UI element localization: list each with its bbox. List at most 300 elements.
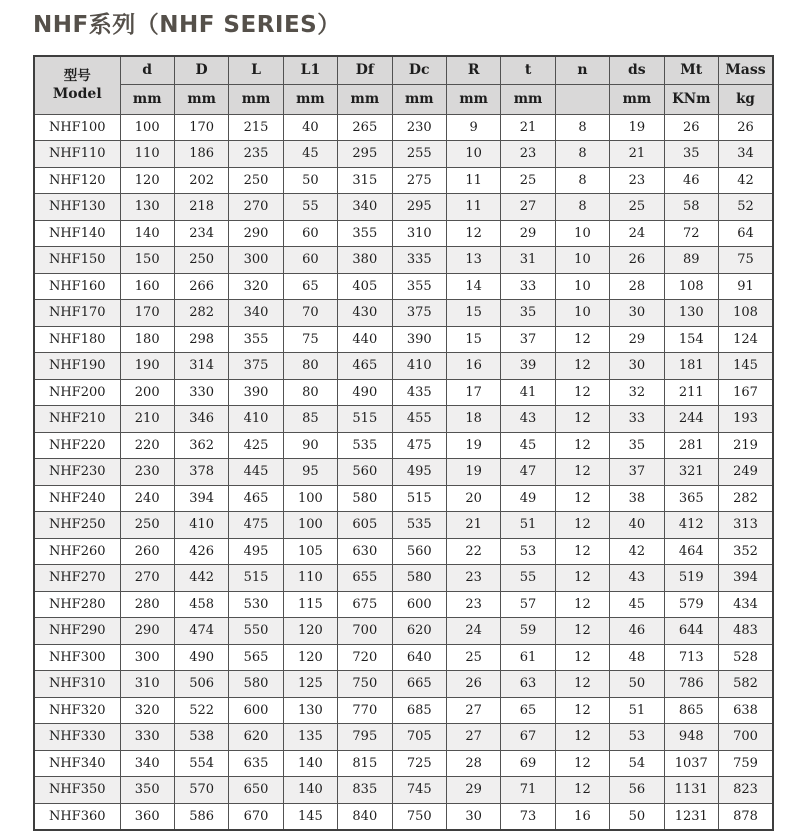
value-cell-mass: 394	[718, 565, 773, 592]
value-cell-mass: 52	[718, 194, 773, 221]
value-cell-mass: 638	[718, 697, 773, 724]
value-cell-t: 63	[501, 671, 555, 698]
value-cell-df: 815	[338, 750, 392, 777]
value-cell-l1: 120	[283, 618, 337, 645]
value-cell-r: 27	[446, 724, 500, 751]
unit-header-l: mm	[229, 84, 283, 114]
table-row	[34, 697, 773, 724]
value-cell-ds: 38	[610, 485, 664, 512]
value-cell-t: 73	[501, 803, 555, 830]
model-cell: NHF310	[34, 671, 120, 698]
col-header-l: L	[229, 56, 283, 84]
col-header-mt: Mt	[664, 56, 718, 84]
value-cell-mass: 193	[718, 406, 773, 433]
value-cell-l: 390	[229, 379, 283, 406]
value-cell-l: 320	[229, 273, 283, 300]
spec-table	[33, 55, 774, 831]
value-cell-l1: 80	[283, 379, 337, 406]
value-cell-ds: 25	[610, 194, 664, 221]
value-cell-dc: 750	[392, 803, 446, 830]
value-cell-dc: 535	[392, 512, 446, 539]
value-cell-l1: 140	[283, 777, 337, 804]
value-cell-ds: 28	[610, 273, 664, 300]
value-cell-r: 13	[446, 247, 500, 274]
col-header-l1: L1	[283, 56, 337, 84]
value-cell-dc: 390	[392, 326, 446, 353]
value-cell-l: 600	[229, 697, 283, 724]
value-cell-d: 170	[174, 114, 228, 141]
value-cell-d: 220	[120, 432, 174, 459]
value-cell-r: 24	[446, 618, 500, 645]
value-cell-ds: 45	[610, 591, 664, 618]
value-cell-mass: 124	[718, 326, 773, 353]
value-cell-ds: 33	[610, 406, 664, 433]
value-cell-l: 250	[229, 167, 283, 194]
value-cell-l1: 125	[283, 671, 337, 698]
value-cell-d: 110	[120, 141, 174, 168]
table-row	[34, 724, 773, 751]
value-cell-d: 340	[120, 750, 174, 777]
value-cell-r: 11	[446, 194, 500, 221]
value-cell-d: 378	[174, 459, 228, 486]
value-cell-d: 234	[174, 220, 228, 247]
value-cell-l: 410	[229, 406, 283, 433]
value-cell-l: 375	[229, 353, 283, 380]
value-cell-d: 170	[120, 300, 174, 327]
value-cell-d: 250	[120, 512, 174, 539]
value-cell-mt: 644	[664, 618, 718, 645]
value-cell-l1: 60	[283, 247, 337, 274]
value-cell-df: 315	[338, 167, 392, 194]
value-cell-n: 12	[555, 697, 609, 724]
value-cell-ds: 30	[610, 353, 664, 380]
value-cell-r: 20	[446, 485, 500, 512]
value-cell-dc: 410	[392, 353, 446, 380]
value-cell-t: 57	[501, 591, 555, 618]
model-header-en: Model	[52, 85, 102, 102]
value-cell-mt: 181	[664, 353, 718, 380]
value-cell-dc: 275	[392, 167, 446, 194]
value-cell-l1: 65	[283, 273, 337, 300]
value-cell-d: 330	[174, 379, 228, 406]
value-cell-dc: 640	[392, 644, 446, 671]
model-cell: NHF340	[34, 750, 120, 777]
value-cell-mass: 878	[718, 803, 773, 830]
value-cell-df: 795	[338, 724, 392, 751]
table-row	[34, 803, 773, 830]
value-cell-mass: 282	[718, 485, 773, 512]
value-cell-dc: 665	[392, 671, 446, 698]
table-row	[34, 538, 773, 565]
value-cell-l: 300	[229, 247, 283, 274]
value-cell-n: 12	[555, 618, 609, 645]
value-cell-l1: 75	[283, 326, 337, 353]
value-cell-n: 8	[555, 167, 609, 194]
value-cell-t: 41	[501, 379, 555, 406]
value-cell-mass: 64	[718, 220, 773, 247]
value-cell-d: 266	[174, 273, 228, 300]
value-cell-df: 700	[338, 618, 392, 645]
value-cell-n: 12	[555, 406, 609, 433]
unit-header-t: mm	[501, 84, 555, 114]
value-cell-d: 570	[174, 777, 228, 804]
value-cell-d: 506	[174, 671, 228, 698]
value-cell-dc: 435	[392, 379, 446, 406]
value-cell-dc: 705	[392, 724, 446, 751]
unit-header-df: mm	[338, 84, 392, 114]
table-row	[34, 220, 773, 247]
table-row	[34, 591, 773, 618]
value-cell-mt: 108	[664, 273, 718, 300]
value-cell-t: 51	[501, 512, 555, 539]
value-cell-t: 69	[501, 750, 555, 777]
value-cell-n: 12	[555, 538, 609, 565]
value-cell-t: 25	[501, 167, 555, 194]
value-cell-dc: 515	[392, 485, 446, 512]
value-cell-d: 410	[174, 512, 228, 539]
model-cell: NHF250	[34, 512, 120, 539]
model-cell: NHF160	[34, 273, 120, 300]
value-cell-l1: 110	[283, 565, 337, 592]
col-header-ds: ds	[610, 56, 664, 84]
table-row	[34, 273, 773, 300]
unit-header-ds: mm	[610, 84, 664, 114]
model-cell: NHF120	[34, 167, 120, 194]
value-cell-ds: 40	[610, 512, 664, 539]
value-cell-mt: 281	[664, 432, 718, 459]
value-cell-d: 310	[120, 671, 174, 698]
table-row	[34, 565, 773, 592]
table-row	[34, 194, 773, 221]
value-cell-d: 186	[174, 141, 228, 168]
header-row-units	[34, 84, 773, 114]
value-cell-n: 12	[555, 353, 609, 380]
value-cell-n: 12	[555, 671, 609, 698]
value-cell-t: 71	[501, 777, 555, 804]
value-cell-mass: 26	[718, 114, 773, 141]
value-cell-dc: 455	[392, 406, 446, 433]
unit-header-d: mm	[120, 84, 174, 114]
value-cell-mt: 130	[664, 300, 718, 327]
value-cell-d: 202	[174, 167, 228, 194]
model-cell: NHF190	[34, 353, 120, 380]
value-cell-ds: 24	[610, 220, 664, 247]
value-cell-dc: 310	[392, 220, 446, 247]
value-cell-d: 290	[120, 618, 174, 645]
value-cell-t: 53	[501, 538, 555, 565]
value-cell-r: 15	[446, 300, 500, 327]
value-cell-l1: 40	[283, 114, 337, 141]
value-cell-t: 21	[501, 114, 555, 141]
value-cell-mt: 865	[664, 697, 718, 724]
value-cell-l: 650	[229, 777, 283, 804]
value-cell-t: 47	[501, 459, 555, 486]
table-row	[34, 353, 773, 380]
value-cell-dc: 375	[392, 300, 446, 327]
value-cell-mass: 108	[718, 300, 773, 327]
value-cell-d: 150	[120, 247, 174, 274]
value-cell-mass: 42	[718, 167, 773, 194]
page-title: NHF系列（NHF SERIES）	[33, 12, 341, 38]
value-cell-df: 355	[338, 220, 392, 247]
value-cell-t: 45	[501, 432, 555, 459]
value-cell-dc: 255	[392, 141, 446, 168]
value-cell-n: 12	[555, 777, 609, 804]
model-cell: NHF170	[34, 300, 120, 327]
model-cell: NHF330	[34, 724, 120, 751]
col-header-t: t	[501, 56, 555, 84]
model-cell: NHF210	[34, 406, 120, 433]
value-cell-l1: 85	[283, 406, 337, 433]
value-cell-ds: 53	[610, 724, 664, 751]
value-cell-dc: 560	[392, 538, 446, 565]
value-cell-l1: 95	[283, 459, 337, 486]
unit-header-dc: mm	[392, 84, 446, 114]
value-cell-mt: 464	[664, 538, 718, 565]
value-cell-t: 31	[501, 247, 555, 274]
value-cell-df: 515	[338, 406, 392, 433]
value-cell-d: 490	[174, 644, 228, 671]
value-cell-dc: 620	[392, 618, 446, 645]
value-cell-l1: 100	[283, 485, 337, 512]
value-cell-r: 9	[446, 114, 500, 141]
model-cell: NHF130	[34, 194, 120, 221]
value-cell-l: 465	[229, 485, 283, 512]
value-cell-r: 15	[446, 326, 500, 353]
value-cell-d: 538	[174, 724, 228, 751]
value-cell-ds: 35	[610, 432, 664, 459]
value-cell-t: 55	[501, 565, 555, 592]
value-cell-mt: 713	[664, 644, 718, 671]
value-cell-df: 340	[338, 194, 392, 221]
value-cell-mt: 89	[664, 247, 718, 274]
value-cell-dc: 230	[392, 114, 446, 141]
value-cell-l1: 80	[283, 353, 337, 380]
value-cell-dc: 580	[392, 565, 446, 592]
value-cell-l1: 60	[283, 220, 337, 247]
value-cell-l: 580	[229, 671, 283, 698]
value-cell-l1: 100	[283, 512, 337, 539]
value-cell-df: 430	[338, 300, 392, 327]
value-cell-mt: 1131	[664, 777, 718, 804]
value-cell-mt: 26	[664, 114, 718, 141]
value-cell-d: 140	[120, 220, 174, 247]
value-cell-l1: 140	[283, 750, 337, 777]
value-cell-d: 586	[174, 803, 228, 830]
value-cell-mass: 700	[718, 724, 773, 751]
value-cell-df: 440	[338, 326, 392, 353]
value-cell-mass: 34	[718, 141, 773, 168]
value-cell-mt: 35	[664, 141, 718, 168]
col-header-model	[34, 56, 120, 114]
table-row	[34, 644, 773, 671]
value-cell-d: 300	[120, 644, 174, 671]
value-cell-dc: 475	[392, 432, 446, 459]
value-cell-mt: 1231	[664, 803, 718, 830]
value-cell-r: 23	[446, 565, 500, 592]
col-header-dc: Dc	[392, 56, 446, 84]
value-cell-df: 655	[338, 565, 392, 592]
value-cell-r: 19	[446, 432, 500, 459]
value-cell-d: 474	[174, 618, 228, 645]
value-cell-d: 282	[174, 300, 228, 327]
value-cell-r: 21	[446, 512, 500, 539]
value-cell-ds: 30	[610, 300, 664, 327]
model-cell: NHF150	[34, 247, 120, 274]
value-cell-l1: 50	[283, 167, 337, 194]
value-cell-l1: 105	[283, 538, 337, 565]
value-cell-l: 425	[229, 432, 283, 459]
value-cell-d: 180	[120, 326, 174, 353]
model-cell: NHF320	[34, 697, 120, 724]
value-cell-t: 67	[501, 724, 555, 751]
value-cell-d: 280	[120, 591, 174, 618]
value-cell-df: 405	[338, 273, 392, 300]
table-row	[34, 114, 773, 141]
value-cell-d: 346	[174, 406, 228, 433]
value-cell-mt: 519	[664, 565, 718, 592]
value-cell-l1: 135	[283, 724, 337, 751]
value-cell-r: 29	[446, 777, 500, 804]
value-cell-l: 340	[229, 300, 283, 327]
value-cell-df: 560	[338, 459, 392, 486]
value-cell-l1: 55	[283, 194, 337, 221]
value-cell-l: 355	[229, 326, 283, 353]
value-cell-d: 298	[174, 326, 228, 353]
value-cell-t: 33	[501, 273, 555, 300]
value-cell-ds: 54	[610, 750, 664, 777]
value-cell-l: 530	[229, 591, 283, 618]
value-cell-r: 17	[446, 379, 500, 406]
model-cell: NHF240	[34, 485, 120, 512]
value-cell-r: 30	[446, 803, 500, 830]
value-cell-t: 49	[501, 485, 555, 512]
value-cell-ds: 42	[610, 538, 664, 565]
value-cell-d: 522	[174, 697, 228, 724]
value-cell-ds: 51	[610, 697, 664, 724]
model-cell: NHF100	[34, 114, 120, 141]
unit-header-mt: KNm	[664, 84, 718, 114]
model-cell: NHF300	[34, 644, 120, 671]
value-cell-l: 565	[229, 644, 283, 671]
table-row	[34, 432, 773, 459]
value-cell-n: 12	[555, 565, 609, 592]
header-row-labels	[34, 56, 773, 84]
value-cell-r: 19	[446, 459, 500, 486]
value-cell-l1: 90	[283, 432, 337, 459]
value-cell-df: 380	[338, 247, 392, 274]
value-cell-t: 37	[501, 326, 555, 353]
value-cell-l: 635	[229, 750, 283, 777]
value-cell-ds: 56	[610, 777, 664, 804]
value-cell-d: 554	[174, 750, 228, 777]
model-header-zh: 型号	[63, 67, 91, 84]
value-cell-ds: 21	[610, 141, 664, 168]
value-cell-l: 515	[229, 565, 283, 592]
value-cell-l: 235	[229, 141, 283, 168]
value-cell-n: 12	[555, 379, 609, 406]
value-cell-l: 290	[229, 220, 283, 247]
value-cell-mt: 154	[664, 326, 718, 353]
value-cell-df: 720	[338, 644, 392, 671]
model-cell: NHF280	[34, 591, 120, 618]
value-cell-mt: 579	[664, 591, 718, 618]
value-cell-mass: 483	[718, 618, 773, 645]
value-cell-mt: 244	[664, 406, 718, 433]
col-header-d: D	[174, 56, 228, 84]
value-cell-l1: 70	[283, 300, 337, 327]
value-cell-d: 260	[120, 538, 174, 565]
value-cell-n: 12	[555, 512, 609, 539]
value-cell-ds: 26	[610, 247, 664, 274]
value-cell-r: 16	[446, 353, 500, 380]
value-cell-t: 59	[501, 618, 555, 645]
unit-header-r: mm	[446, 84, 500, 114]
value-cell-dc: 745	[392, 777, 446, 804]
table-row	[34, 750, 773, 777]
model-cell: NHF230	[34, 459, 120, 486]
value-cell-l1: 45	[283, 141, 337, 168]
value-cell-d: 360	[120, 803, 174, 830]
value-cell-n: 8	[555, 114, 609, 141]
value-cell-n: 12	[555, 459, 609, 486]
value-cell-r: 23	[446, 591, 500, 618]
value-cell-d: 442	[174, 565, 228, 592]
value-cell-mt: 1037	[664, 750, 718, 777]
model-cell: NHF140	[34, 220, 120, 247]
value-cell-n: 8	[555, 194, 609, 221]
value-cell-df: 535	[338, 432, 392, 459]
value-cell-mt: 412	[664, 512, 718, 539]
value-cell-t: 35	[501, 300, 555, 327]
value-cell-dc: 355	[392, 273, 446, 300]
model-cell: NHF270	[34, 565, 120, 592]
value-cell-n: 10	[555, 220, 609, 247]
model-cell: NHF290	[34, 618, 120, 645]
model-cell: NHF110	[34, 141, 120, 168]
value-cell-d: 270	[120, 565, 174, 592]
value-cell-df: 675	[338, 591, 392, 618]
value-cell-mass: 759	[718, 750, 773, 777]
value-cell-l1: 145	[283, 803, 337, 830]
value-cell-d: 218	[174, 194, 228, 221]
value-cell-n: 12	[555, 724, 609, 751]
value-cell-df: 490	[338, 379, 392, 406]
unit-header-l1: mm	[283, 84, 337, 114]
value-cell-r: 26	[446, 671, 500, 698]
value-cell-df: 840	[338, 803, 392, 830]
value-cell-df: 750	[338, 671, 392, 698]
value-cell-d: 350	[120, 777, 174, 804]
model-cell: NHF350	[34, 777, 120, 804]
value-cell-dc: 685	[392, 697, 446, 724]
value-cell-d: 100	[120, 114, 174, 141]
model-cell: NHF360	[34, 803, 120, 830]
col-header-df: Df	[338, 56, 392, 84]
value-cell-r: 25	[446, 644, 500, 671]
value-cell-dc: 335	[392, 247, 446, 274]
value-cell-df: 580	[338, 485, 392, 512]
value-cell-r: 14	[446, 273, 500, 300]
value-cell-r: 27	[446, 697, 500, 724]
value-cell-mt: 46	[664, 167, 718, 194]
table-row	[34, 618, 773, 645]
value-cell-dc: 600	[392, 591, 446, 618]
value-cell-l: 445	[229, 459, 283, 486]
value-cell-l: 215	[229, 114, 283, 141]
table-row	[34, 141, 773, 168]
value-cell-d: 160	[120, 273, 174, 300]
